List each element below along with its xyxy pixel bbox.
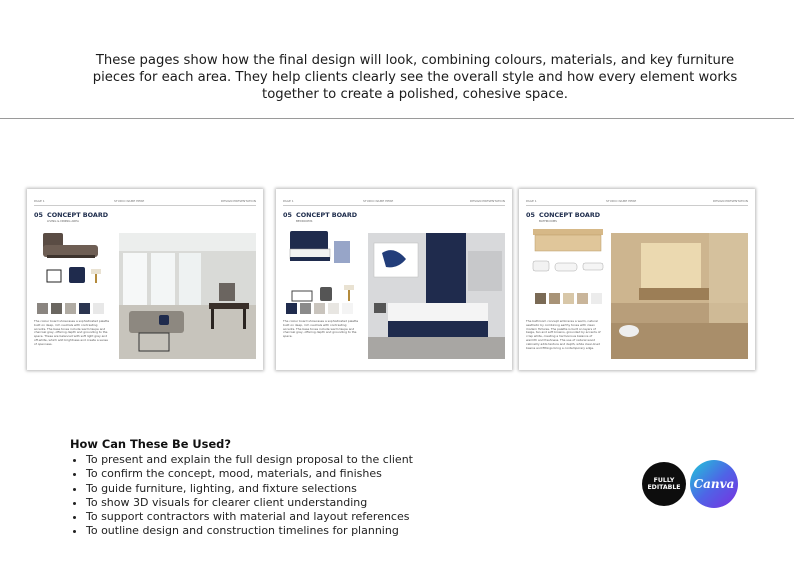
colour-swatch bbox=[37, 303, 48, 314]
page-title: CONCEPT BOARD bbox=[539, 211, 601, 219]
colour-swatch bbox=[577, 293, 588, 304]
intro-line-2: pieces for each area. They help clients clearly see the overall style and how every element works bbox=[92, 70, 738, 85]
page-header bbox=[283, 199, 505, 206]
colour-swatch bbox=[286, 303, 297, 314]
bedroom-render-image bbox=[368, 233, 505, 359]
page-number: 05 bbox=[526, 211, 535, 219]
bathroom-fixtures-image bbox=[529, 227, 609, 287]
canva-logo-badge bbox=[690, 460, 738, 508]
page-header-right: DESIGN PRESENTATION bbox=[712, 199, 748, 203]
intro-text bbox=[90, 52, 740, 103]
usage-list bbox=[70, 453, 413, 539]
page-number: 05 bbox=[34, 211, 43, 219]
concept-board-page-bedroom bbox=[276, 189, 512, 370]
furniture-sofa-armchair-image bbox=[37, 227, 117, 287]
concept-board-page-bathroom bbox=[519, 189, 755, 370]
colour-swatch bbox=[300, 303, 311, 314]
colour-swatch bbox=[342, 303, 353, 314]
bathroom-render-image bbox=[611, 233, 748, 359]
divider bbox=[0, 118, 794, 119]
page-header-mid: STUDIO NAME HERE bbox=[114, 199, 145, 203]
colour-swatch bbox=[65, 303, 76, 314]
fully-editable-badge bbox=[642, 462, 686, 506]
page-header-mid: STUDIO NAME HERE bbox=[363, 199, 394, 203]
page-header-left: PAGE 1 bbox=[34, 199, 45, 203]
colour-swatch bbox=[51, 303, 62, 314]
concept-board-page-living bbox=[27, 189, 263, 370]
page-header-left: PAGE 1 bbox=[526, 199, 537, 203]
colour-swatch bbox=[563, 293, 574, 304]
intro-line-3: together to create a polished, cohesive space. bbox=[262, 87, 568, 102]
list-item: • To show 3D visuals for clearer client understanding bbox=[86, 496, 413, 510]
intro-line-1: These pages show how the final design will look, combining colours, materials, and key furniture bbox=[95, 53, 735, 68]
page-description: The colour board showcases a sophisticated palette built on deep, rich neutrals with contrasting accents. The base tones include warm taupe and charcoal grey, offering depth and grounding to the space. bbox=[283, 319, 359, 339]
page-number: 05 bbox=[283, 211, 292, 219]
living-room-render-image bbox=[119, 233, 256, 359]
furniture-bed-image bbox=[286, 229, 366, 309]
list-item: • To confirm the concept, mood, materials, and finishes bbox=[86, 467, 413, 481]
list-item: • To outline design and construction timelines for planning bbox=[86, 524, 413, 538]
page-header bbox=[34, 199, 256, 206]
page-subtitle: BEDROOMS bbox=[296, 219, 313, 223]
page-description: The colour board showcases a sophisticated palette built on deep, rich neutrals with contrasting accents. The base tones include warm taupe and charcoal grey, offering depth and grounding to the space. These are balanced with soft light grey and off-white, which add brightness and create a sense of openness. bbox=[34, 319, 110, 346]
page-description: The bathroom concept embraces a warm, natural aesthetic by combining earthy tones with clean modern fixtures. The palette is built on layers of beige, tan and soft browns, grounded by accents of crisp white, creating a harmonious balance of warmth and freshness. The use of natural wood cabinetry adds texture and depth, while clear-lined basins and fittings bring a contemporary edge. bbox=[526, 319, 601, 350]
usage-title: How Can These Be Used? bbox=[70, 437, 231, 451]
list-item: • To present and explain the full design proposal to the client bbox=[86, 453, 413, 467]
colour-swatch bbox=[314, 303, 325, 314]
page-header-right: DESIGN PRESENTATION bbox=[220, 199, 256, 203]
colour-swatch bbox=[79, 303, 90, 314]
list-item: • To guide furniture, lighting, and fixture selections bbox=[86, 482, 413, 496]
page-subtitle: BATHROOMS bbox=[539, 219, 557, 223]
list-item: • To support contractors with material and layout references bbox=[86, 510, 413, 524]
colour-swatch bbox=[328, 303, 339, 314]
page-header-left: PAGE 1 bbox=[283, 199, 294, 203]
colour-swatch bbox=[549, 293, 560, 304]
badge-line-1: FULLY bbox=[653, 476, 675, 484]
usage-section bbox=[70, 437, 413, 539]
page-header-right: DESIGN PRESENTATION bbox=[469, 199, 505, 203]
page-header-mid: STUDIO NAME HERE bbox=[606, 199, 637, 203]
page-title: CONCEPT BOARD bbox=[47, 211, 109, 219]
canva-logo-text: Canva bbox=[693, 477, 735, 491]
colour-swatch bbox=[93, 303, 104, 314]
badge-line-2: EDITABLE bbox=[647, 484, 681, 491]
colour-swatch bbox=[535, 293, 546, 304]
page-header bbox=[526, 199, 748, 206]
colour-swatch bbox=[591, 293, 602, 304]
page-subtitle: LIVING & DINING AREA bbox=[47, 219, 79, 223]
page-title: CONCEPT BOARD bbox=[296, 211, 358, 219]
